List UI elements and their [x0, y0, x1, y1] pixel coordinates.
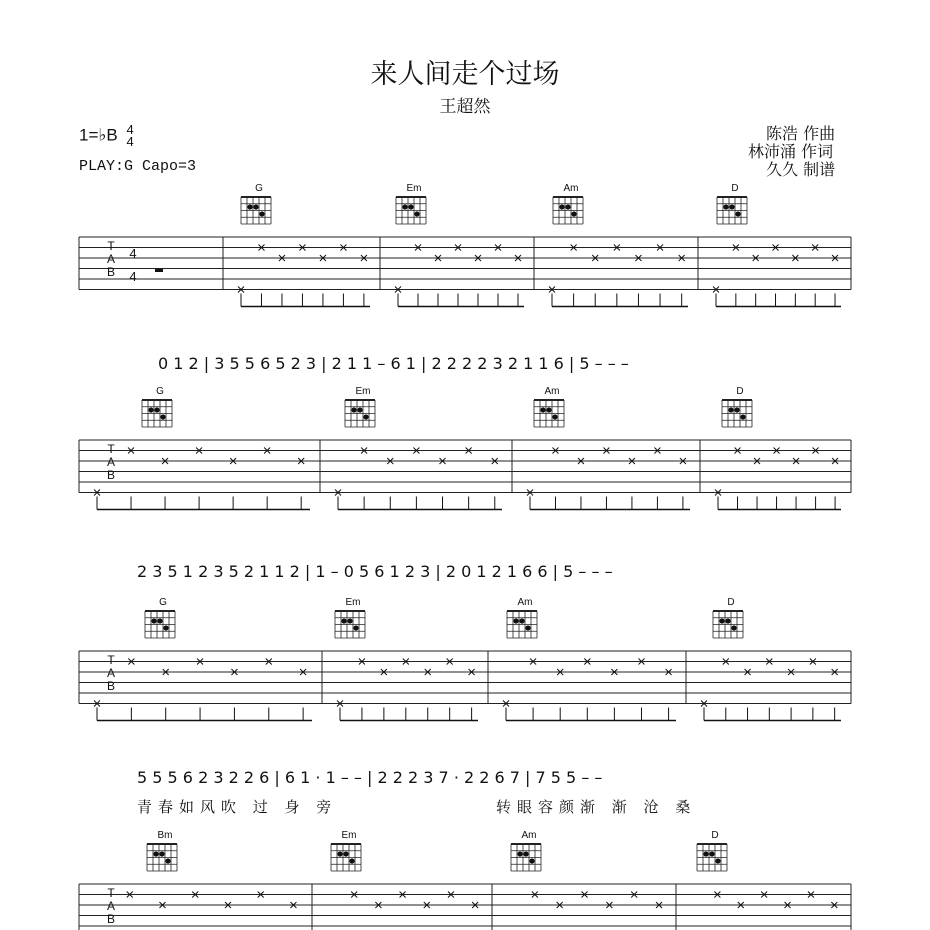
chord-dot — [540, 407, 545, 412]
chord-name: D — [731, 183, 739, 194]
chord-name: Em — [355, 386, 371, 397]
rest-mark — [155, 269, 163, 272]
chord-dot — [402, 204, 407, 209]
song-title: 来人间走个过场 — [370, 59, 560, 90]
chord-dot — [259, 211, 264, 216]
chord-dot — [414, 211, 419, 216]
chord-dot — [709, 851, 714, 856]
chord-dot — [253, 204, 258, 209]
tab-letter: A — [106, 252, 116, 266]
chord-dot — [731, 625, 736, 630]
chord-name: Bm — [157, 830, 173, 841]
chord-dot — [552, 414, 557, 419]
artist-name: 王超然 — [439, 97, 491, 117]
tab-letter: A — [106, 666, 116, 680]
chord-dot — [715, 858, 720, 863]
chord-dot — [519, 618, 524, 623]
tab-letter: T — [107, 442, 115, 456]
chord-dot — [729, 204, 734, 209]
chord-dot — [347, 618, 352, 623]
tab-letter: T — [107, 239, 115, 253]
tab-time-top: 4 — [129, 246, 137, 261]
chord-name: G — [255, 183, 263, 194]
chord-dot — [559, 204, 564, 209]
chord-dot — [571, 211, 576, 216]
time-bottom: 4 — [126, 134, 134, 149]
chord-dot — [247, 204, 252, 209]
chord-dot — [351, 407, 356, 412]
chord-dot — [408, 204, 413, 209]
chord-dot — [343, 851, 348, 856]
tab-letter: T — [107, 653, 115, 667]
chord-dot — [703, 851, 708, 856]
chord-name: D — [711, 830, 719, 841]
chord-name: Am — [544, 386, 560, 397]
chord-name: G — [156, 386, 164, 397]
arranger-credit: 久久 制谱 — [766, 160, 836, 179]
tab-letter: B — [106, 468, 116, 482]
chord-name: Am — [521, 830, 537, 841]
chord-name: Am — [517, 597, 533, 608]
chord-dot — [159, 851, 164, 856]
chord-name: G — [159, 597, 167, 608]
chord-dot — [357, 407, 362, 412]
chord-dot — [517, 851, 522, 856]
chord-dot — [565, 204, 570, 209]
lyrics-line-2: 转眼容颜渐 渐 沧 桑 — [496, 798, 697, 816]
chord-dot — [728, 407, 733, 412]
chord-dot — [353, 625, 358, 630]
chord-dot — [529, 858, 534, 863]
tab-time-bottom: 4 — [129, 269, 137, 284]
chord-dot — [723, 204, 728, 209]
numbered-notation: 0 1 2 | 3 5 5 6 5 2 3 | 2 1 1 – 6 1 | 2 2 2 2 3 2 1 1 6 | 5 – – – — [158, 354, 629, 373]
numbered-notation: 2 3 5 1 2 3 5 2 1 1 2 | 1 – 0 5 6 1 2 3 | 2 0 1 2 1 6 6 | 5 – – – — [137, 562, 613, 581]
play-capo-info: PLAY:G Capo=3 — [79, 158, 197, 175]
chord-name: Em — [406, 183, 422, 194]
chord-dot — [725, 618, 730, 623]
tab-letter: T — [107, 886, 115, 900]
chord-dot — [349, 858, 354, 863]
chord-dot — [337, 851, 342, 856]
chord-dot — [154, 407, 159, 412]
chord-dot — [157, 618, 162, 623]
chord-dot — [734, 407, 739, 412]
chord-name: D — [727, 597, 735, 608]
key-label: 1=♭B — [79, 125, 118, 145]
time-top: 4 — [126, 122, 134, 137]
tab-letter: B — [106, 912, 116, 926]
chord-dot — [735, 211, 740, 216]
lyrics-line-1: 青春如风吹 过 身 旁 — [137, 798, 338, 816]
lyricist-credit: 林沛涌 作词 — [748, 142, 834, 161]
chord-name: Em — [345, 597, 361, 608]
chord-dot — [151, 618, 156, 623]
chord-name: D — [736, 386, 744, 397]
tab-letter: B — [106, 265, 116, 279]
tab-letter: A — [106, 899, 116, 913]
numbered-notation: 5 5 5 6 2 3 2 2 6 | 6 1 · 1 – – | 2 2 2 3 7 · 2 2 6 7 | 7 5 5 – – — [137, 768, 603, 787]
chord-dot — [153, 851, 158, 856]
tab-letter: B — [106, 679, 116, 693]
chord-name: Em — [341, 830, 357, 841]
chord-dot — [525, 625, 530, 630]
chord-dot — [513, 618, 518, 623]
chord-name: Am — [563, 183, 579, 194]
chord-dot — [165, 858, 170, 863]
chord-dot — [341, 618, 346, 623]
chord-dot — [148, 407, 153, 412]
composer-credit: 陈浩 作曲 — [766, 124, 836, 143]
chord-dot — [546, 407, 551, 412]
chord-dot — [719, 618, 724, 623]
chord-dot — [523, 851, 528, 856]
tab-letter: A — [106, 455, 116, 469]
chord-dot — [363, 414, 368, 419]
chord-dot — [160, 414, 165, 419]
chord-dot — [163, 625, 168, 630]
chord-dot — [740, 414, 745, 419]
